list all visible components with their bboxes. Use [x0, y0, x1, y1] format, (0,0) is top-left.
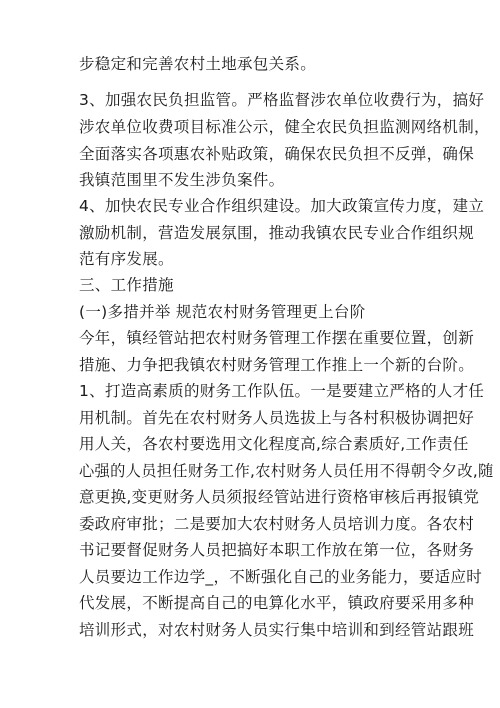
- text-line: 心强的人员担任财务工作,农村财务人员任用不得朝令夕改,随: [79, 462, 494, 480]
- text-line: 用机制。首先在农村财务人员选拔上与各村积极协调把好: [79, 409, 475, 427]
- text-line: 措施、力争把我镇农村财务管理工作推上一个新的台阶。: [79, 356, 475, 374]
- text-line: 1、打造高素质的财务工作队伍。一是要建立严格的人才任: [79, 382, 485, 400]
- text-line: 我镇范围里不发生涉负案件。: [79, 171, 285, 189]
- text-line: 涉农单位收费项目标准公示，健全农民负担监测网络机制，: [79, 118, 490, 136]
- text-line: 4、加快农民专业合作组织建设。加大政策宣传力度，建立: [79, 197, 485, 215]
- text-line: 意更换,变更财务人员须报经管站进行资格审核后再报镇党: [79, 488, 480, 506]
- subsection-heading: (一)多措并举 规范农村财务管理更上台阶: [79, 303, 366, 321]
- text-line: 委政府审批；二是要加大农村财务人员培训力度。各农村: [79, 515, 475, 533]
- text-line: 步稳定和完善农村土地承包关系。: [79, 55, 317, 73]
- section-heading: 三、工作措施: [79, 276, 174, 294]
- text-line: 3、加强农民负担监管。严格监督涉农单位收费行为，搞好: [79, 91, 485, 109]
- text-line: 范有序发展。: [79, 250, 174, 268]
- text-line: 代发展，不断提高自己的电算化水平，镇政府要采用多种: [79, 594, 475, 612]
- text-line: 激励机制，营造发展氛围，推动我镇农民专业合作组织规: [79, 224, 475, 242]
- text-line: 全面落实各项惠农补贴政策，确保农民负担不反弹，确保: [79, 145, 475, 163]
- text-line: 用人关，各农村要选用文化程度高,综合素质好,工作责任: [79, 435, 469, 453]
- text-line: 培训形式，对农村财务人员实行集中培训和到经管站跟班: [79, 621, 475, 639]
- text-line: 书记要督促财务人员把搞好本职工作放在第一位，各财务: [79, 541, 475, 559]
- text-line: 人员要边工作边学_，不断强化自己的业务能力，要适应时: [79, 568, 483, 586]
- text-line: 今年，镇经管站把农村财务管理工作摆在重要位置，创新: [79, 329, 475, 347]
